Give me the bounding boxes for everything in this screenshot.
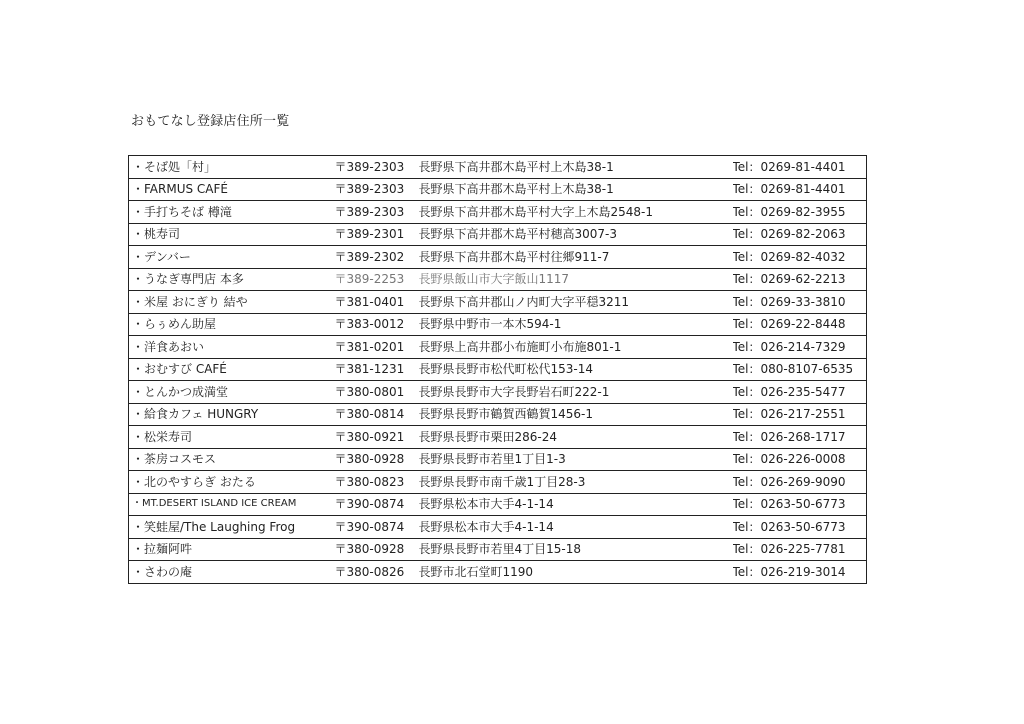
shop-name: ・とんかつ成満堂	[129, 381, 335, 404]
phone-number: Tel：026-268-1717	[733, 426, 867, 449]
shop-address: 長野県下高井郡木島平村大字上木島2548-1	[419, 201, 733, 224]
shop-name: ・おむすび CAFÉ	[129, 358, 335, 381]
phone-number: Tel：080-8107-6535	[733, 358, 867, 381]
postal-code: 〒389-2302	[335, 246, 419, 269]
shop-name: ・拉麺阿吽	[129, 538, 335, 561]
table-row	[129, 426, 867, 449]
phone-number: Tel：0269-62-2213	[733, 268, 867, 291]
shop-address: 長野県松本市大手4-1-14	[419, 493, 733, 516]
phone-number: Tel：026-217-2551	[733, 403, 867, 426]
table-row	[129, 538, 867, 561]
shop-address: 長野県長野市若里4丁目15-18	[419, 538, 733, 561]
shop-name: ・デンバー	[129, 246, 335, 269]
postal-code: 〒380-0928	[335, 448, 419, 471]
shop-address: 長野県松本市大手4-1-14	[419, 516, 733, 539]
table-row	[129, 156, 867, 179]
phone-number: Tel：0269-82-3955	[733, 201, 867, 224]
phone-number: Tel：0269-81-4401	[733, 156, 867, 179]
postal-code: 〒381-1231	[335, 358, 419, 381]
table-row	[129, 313, 867, 336]
shop-address: 長野市北石堂町1190	[419, 561, 733, 584]
table-row	[129, 381, 867, 404]
postal-code: 〒389-2301	[335, 223, 419, 246]
postal-code: 〒389-2253	[335, 268, 419, 291]
table-row	[129, 246, 867, 269]
postal-code: 〒380-0801	[335, 381, 419, 404]
postal-code: 〒380-0823	[335, 471, 419, 494]
shop-name: ・米屋 おにぎり 結や	[129, 291, 335, 314]
phone-number: Tel：026-235-5477	[733, 381, 867, 404]
table-row	[129, 561, 867, 584]
shop-name: ・茶房コスモス	[129, 448, 335, 471]
shop-address: 長野県上高井郡小布施町小布施801-1	[419, 336, 733, 359]
shop-address: 長野県下高井郡木島平村上木島38-1	[419, 178, 733, 201]
shop-name: ・手打ちそば 樽滝	[129, 201, 335, 224]
table-row	[129, 516, 867, 539]
shop-name: ・そば処「村」	[129, 156, 335, 179]
phone-number: Tel：026-226-0008	[733, 448, 867, 471]
shop-address: 長野県下高井郡木島平村上木島38-1	[419, 156, 733, 179]
shop-name: ・松栄寿司	[129, 426, 335, 449]
postal-code: 〒389-2303	[335, 178, 419, 201]
postal-code: 〒380-0928	[335, 538, 419, 561]
shop-address: 長野県長野市若里1丁目1-3	[419, 448, 733, 471]
phone-number: Tel：0269-22-8448	[733, 313, 867, 336]
phone-number: Tel：026-269-9090	[733, 471, 867, 494]
postal-code: 〒390-0874	[335, 493, 419, 516]
phone-number: Tel：0269-82-2063	[733, 223, 867, 246]
phone-number: Tel：0269-82-4032	[733, 246, 867, 269]
shop-address-table	[128, 155, 867, 584]
shop-name: ・桃寿司	[129, 223, 335, 246]
table-row	[129, 223, 867, 246]
table-row	[129, 268, 867, 291]
document-title: おもてなし登録店住所一覧	[131, 114, 290, 129]
phone-number: Tel：026-219-3014	[733, 561, 867, 584]
postal-code: 〒383-0012	[335, 313, 419, 336]
postal-code: 〒389-2303	[335, 201, 419, 224]
shop-address: 長野県長野市松代町松代153-14	[419, 358, 733, 381]
shop-name: ・北のやすらぎ おたる	[129, 471, 335, 494]
shop-address: 長野県長野市鶴賀西鶴賀1456-1	[419, 403, 733, 426]
table-row	[129, 358, 867, 381]
postal-code: 〒380-0814	[335, 403, 419, 426]
postal-code: 〒380-0826	[335, 561, 419, 584]
table-row	[129, 178, 867, 201]
shop-address: 長野県長野市栗田286-24	[419, 426, 733, 449]
shop-address: 長野県下高井郡山ノ内町大字平穏3211	[419, 291, 733, 314]
phone-number: Tel：0269-81-4401	[733, 178, 867, 201]
postal-code: 〒381-0201	[335, 336, 419, 359]
shop-address: 長野県飯山市大字飯山1117	[419, 268, 733, 291]
table-row	[129, 403, 867, 426]
shop-address: 長野県長野市大字長野岩石町222-1	[419, 381, 733, 404]
phone-number: Tel：026-225-7781	[733, 538, 867, 561]
shop-address: 長野県長野市南千歳1丁目28-3	[419, 471, 733, 494]
shop-address: 長野県中野市一本木594-1	[419, 313, 733, 336]
table-row	[129, 448, 867, 471]
table-row	[129, 493, 867, 516]
postal-code: 〒380-0921	[335, 426, 419, 449]
shop-name: ・MT.DESERT ISLAND ICE CREAM	[129, 493, 335, 516]
shop-name: ・うなぎ専門店 本多	[129, 268, 335, 291]
table-row	[129, 336, 867, 359]
phone-number: Tel：0263-50-6773	[733, 516, 867, 539]
shop-name: ・給食カフェ HUNGRY	[129, 403, 335, 426]
shop-name: ・洋食あおい	[129, 336, 335, 359]
table-row	[129, 201, 867, 224]
phone-number: Tel：0269-33-3810	[733, 291, 867, 314]
table-row	[129, 471, 867, 494]
shop-name: ・笑蛙屋/The Laughing Frog	[129, 516, 335, 539]
postal-code: 〒381-0401	[335, 291, 419, 314]
shop-name: ・らぅめん助屋	[129, 313, 335, 336]
table-row	[129, 291, 867, 314]
postal-code: 〒389-2303	[335, 156, 419, 179]
shop-address: 長野県下高井郡木島平村穂高3007-3	[419, 223, 733, 246]
shop-name: ・FARMUS CAFÉ	[129, 178, 335, 201]
shop-address: 長野県下高井郡木島平村往郷911-7	[419, 246, 733, 269]
postal-code: 〒390-0874	[335, 516, 419, 539]
shop-name: ・さわの庵	[129, 561, 335, 584]
phone-number: Tel：0263-50-6773	[733, 493, 867, 516]
phone-number: Tel：026-214-7329	[733, 336, 867, 359]
